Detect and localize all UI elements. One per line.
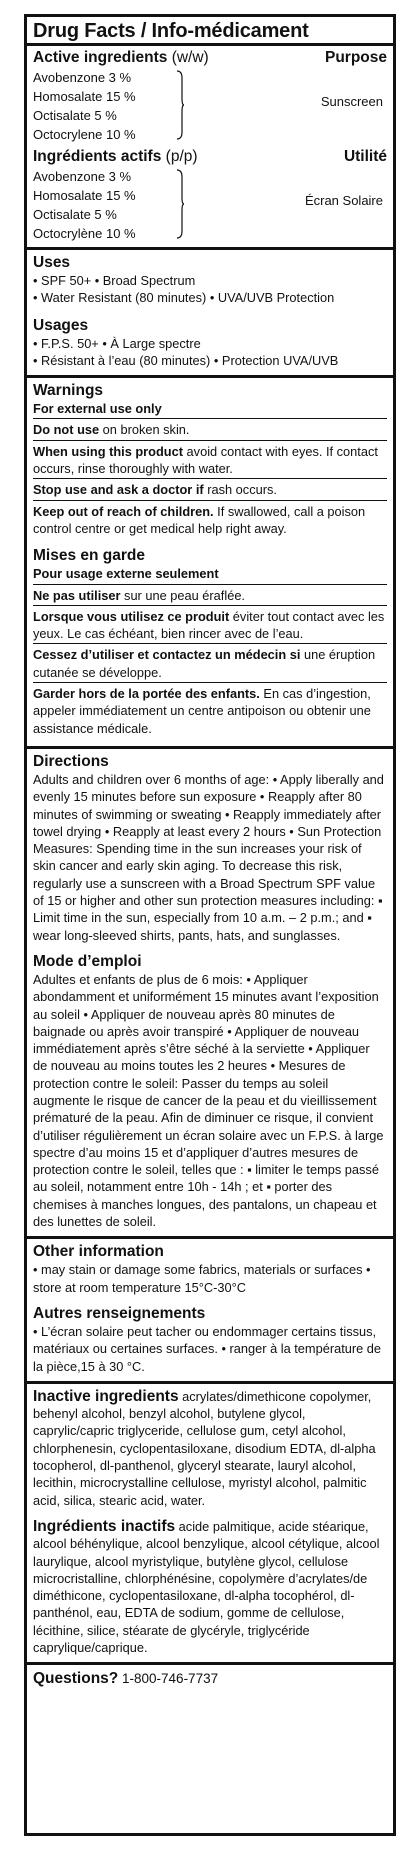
active-en-qualifier: (w/w)	[171, 49, 209, 66]
uses-fr-line: • Résistant à l’eau (80 minutes) • Protection UVA/UVB	[33, 352, 339, 368]
directions-section	[27, 749, 393, 1239]
active-ingredients-section	[27, 46, 393, 250]
warnings-en-external: For external use only	[33, 401, 162, 417]
brace-icon	[177, 169, 184, 239]
questions-phone: 1-800-746-7737	[118, 1671, 219, 1687]
inactive-fr-heading: Ingrédients inactifs	[33, 1517, 176, 1535]
uses-en-line: • Water Resistant (80 minutes) • UVA/UVB Protection	[33, 290, 335, 306]
warnings-fr-stop: une éruption cutanée se développe.	[33, 647, 376, 680]
active-en-header	[33, 49, 387, 67]
active-en-item: Homosalate 15 %	[33, 89, 136, 104]
warnings-en-heading: Warnings	[33, 382, 104, 400]
purpose-en: Sunscreen	[320, 94, 383, 109]
directions-fr-text: Adultes et enfants de plus de 6 mois: • Appliquer abondamment et uniformément 15 minutes avant l’exposition au soleil • Appliquer de nouveau après 80 minutes de baignade ou après avoir transpiré • Appliquer de nouveau immédiatement après s’être séché à la serviette • Appliquer de nouveau au moins toutes les 2 heures • Mesures de protection contre le soleil: Passer du temps au soleil augmente le risque de cancer de la peau et du vieillissement prématuré de la peau. Afin de diminuer ce risque, il convient d’utiliser régulièrement un écran solaire avec un F.P.S. à large spectre d’au moins 15 et d’appliquer d’autres mesures de protection contre le soleil, telles que : ▪ limiter le temps passé au soleil, notamment entre 10h - 14h ; et ▪ porter des chemises à manches longues, des pantalons, un chapeau et des lunettes de soleil.	[33, 971, 384, 1230]
warnings-en-when: avoid contact with eyes. If contact occurs, rinse thoroughly with water.	[33, 443, 378, 477]
warnings-en-keep: If swallowed, call a poison control centre or get medical help right away.	[33, 503, 366, 536]
purpose-fr: Écran Solaire	[304, 193, 383, 208]
warnings-fr-external: Pour usage externe seulement	[33, 566, 219, 582]
warnings-fr-keep: En cas d’ingestion, appeler immédiatement un centre antipoison ou obtenir une assistance médicale.	[33, 686, 371, 736]
brace-icon	[177, 70, 184, 140]
drug-facts-label	[24, 14, 396, 1836]
active-en-heading: Active ingredients	[33, 49, 168, 66]
inactive-en-text: acrylates/dimethicone copolymer, behenyl alcohol, benzyl alcohol, butylene glycol, caprylic/capric triglyceride, cellulose gum, cetyl alcohol, chlorphenesin, cyclopentasiloxane, disodium EDTA, dl-alpha tocopherol, dl-panthenol, glyceryl stearate, lauryl alcohol, lecithin, microcrystalline cellulose, myristyl alcohol, palmitic acid, silica, stearic acid, water.	[33, 1388, 376, 1508]
questions-label: Questions?	[33, 1670, 119, 1688]
active-en-item: Octocrylene 10 %	[33, 127, 136, 142]
other-en-heading: Other information	[33, 1243, 164, 1261]
directions-en-text: Adults and children over 6 months of age: • Apply liberally and evenly 15 minutes before sun exposure • Reapply after 80 minutes of swimming or sweating • Reapply immediately after towel drying • Reapply at least every 2 hours • Sun Protection Measures: Spending time in the sun increases your risk of skin cancer and early skin aging. To decrease this risk, regularly use a sunscreen with a Broad Spectrum SPF value of 15 or higher and other sun protection measures including: ▪ Limit time in the sun, especially from 10 a.m. – 2 p.m.; and ▪ wear long-sleeved shirts, pants, hats, and sunglasses.	[33, 771, 384, 943]
warnings-fr-when-label: Lorsque vous utilisez ce produit	[33, 608, 230, 624]
uses-en-line: • SPF 50+ • Broad Spectrum	[33, 273, 196, 288]
directions-en-heading: Directions	[33, 752, 109, 770]
other-fr-text: • L’écran solaire peut tacher ou endommager certains tissus, matériaux ou certaines surfaces. • ranger à la température de la pièce,15 à 30 °C.	[33, 1323, 382, 1374]
warnings-fr-when: éviter tout contact avec les yeux. Le cas échéant, bien rincer avec de l’eau.	[33, 608, 385, 642]
warnings-fr-donot: sur une peau éraflée.	[120, 587, 245, 603]
active-fr-item: Homosalate 15 %	[33, 188, 136, 203]
questions-section	[27, 1665, 393, 1693]
other-en-text: • may stain or damage some fabrics, materials or surfaces • store at room temperature 15°C-30°C	[33, 1262, 371, 1295]
active-fr-heading: Ingrédients actifs	[33, 148, 162, 165]
active-fr-item: Octisalate 5 %	[33, 207, 117, 222]
warnings-en-stop: rash occurs.	[203, 482, 277, 498]
active-en-item: Octisalate 5 %	[33, 108, 117, 123]
other-info-section	[27, 1239, 393, 1383]
warnings-en-stop-label: Stop use and ask a doctor if	[33, 482, 204, 498]
directions-fr-heading: Mode d’emploi	[33, 952, 142, 970]
active-en-item: Avobenzone 3 %	[33, 70, 132, 85]
inactive-en-heading: Inactive ingredients	[33, 1387, 179, 1405]
warnings-en-keep-label: Keep out of reach of children.	[33, 503, 214, 519]
uses-fr-heading: Usages	[33, 316, 89, 334]
inactive-fr-text: acide palmitique, acide stéarique, alcool béhénylique, alcool benzylique, alcool cétylique, alcool laurylique, alcool myristylique, butylène glycol, cellulose microcristalline, chlorphénésine, copolymère d’acrylates/de diméthicone, cyclopentasiloxane, dl-alpha tocophérol, dl-panthénol, eau, EDTA de sodium, gomme de cellulose, lécithine, silice, stéarate de glycéryle, triglycéride caprylique/caprique.	[33, 1518, 380, 1655]
warnings-fr-keep-label: Garder hors de la portée des enfants.	[33, 686, 260, 702]
warnings-fr-stop-label: Cessez d’utiliser et contactez un médecin si	[33, 647, 301, 663]
uses-en-heading: Uses	[33, 254, 71, 271]
warnings-fr-heading: Mises en garde	[33, 547, 145, 565]
warnings-en-donot-label: Do not use	[33, 422, 100, 438]
warnings-en-donot: on broken skin.	[99, 422, 190, 438]
other-fr-heading: Autres renseignements	[33, 1304, 206, 1322]
purpose-heading: Purpose	[324, 49, 387, 66]
warnings-en-when-label: When using this product	[33, 443, 183, 459]
active-en-group	[33, 68, 387, 144]
active-fr-header	[33, 148, 387, 166]
active-fr-qualifier: (p/p)	[165, 148, 198, 165]
utilite-heading: Utilité	[343, 148, 387, 165]
active-fr-group	[33, 167, 387, 243]
label-title: Drug Facts / Info-médicament	[27, 17, 393, 46]
active-fr-item: Avobenzone 3 %	[33, 169, 132, 184]
inactive-ingredients-section	[27, 1384, 393, 1665]
warnings-section	[27, 378, 393, 749]
active-fr-item: Octocrylène 10 %	[33, 226, 136, 241]
uses-section	[27, 250, 393, 378]
uses-fr-line: • F.P.S. 50+ • À Large spectre	[33, 335, 201, 351]
warnings-fr-donot-label: Ne pas utiliser	[33, 587, 121, 603]
